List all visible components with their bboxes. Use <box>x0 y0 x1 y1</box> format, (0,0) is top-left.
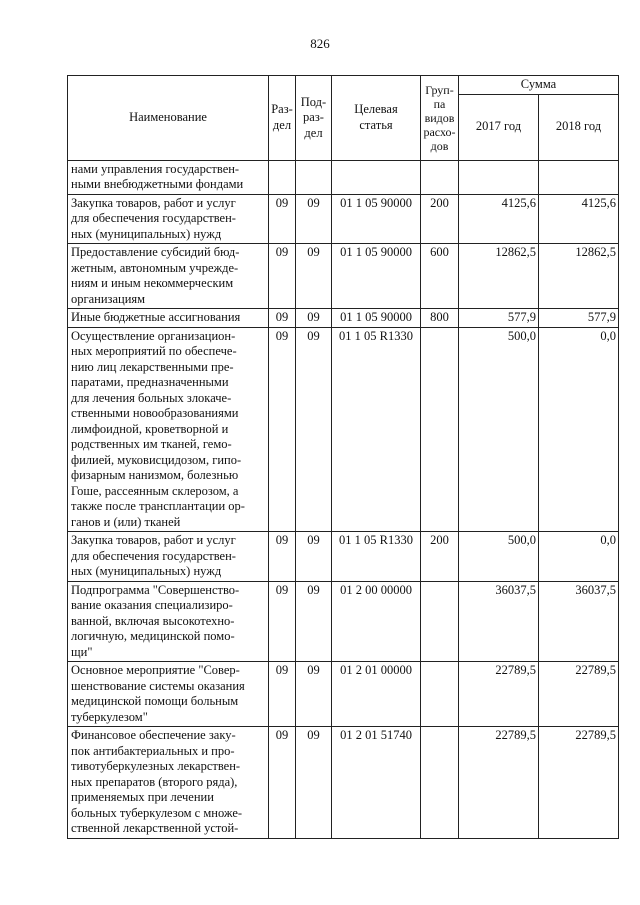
row-razdel: 09 <box>269 581 296 662</box>
row-target-code: 01 1 05 R1330 <box>332 327 421 532</box>
row-podrazdel: 09 <box>296 327 332 532</box>
row-expense-group: 200 <box>421 194 459 244</box>
row-expense-group: 200 <box>421 532 459 582</box>
row-target-code: 01 2 01 00000 <box>332 662 421 727</box>
table-row <box>68 532 619 582</box>
row-name: Финансовое обеспечение заку- пок антибактериальных и про- тивотуберкулезных лекарствен- ных препаратов (второго ряда), применяемых при лечении больных туберкулезом с множе- ственной лекарственной устой- <box>68 727 269 839</box>
header-name: Наименование <box>68 76 269 161</box>
row-sum-2017: 4125,6 <box>459 194 539 244</box>
header-summa: Сумма <box>459 76 619 95</box>
table-row <box>68 581 619 662</box>
table-row <box>68 327 619 532</box>
row-sum-2017: 22789,5 <box>459 662 539 727</box>
row-sum-2018: 22789,5 <box>539 662 619 727</box>
row-razdel: 09 <box>269 327 296 532</box>
row-razdel: 09 <box>269 309 296 328</box>
row-sum-2017: 500,0 <box>459 327 539 532</box>
row-target-code: 01 2 01 51740 <box>332 727 421 839</box>
table-row <box>68 194 619 244</box>
row-podrazdel <box>296 160 332 194</box>
row-sum-2018: 577,9 <box>539 309 619 328</box>
row-podrazdel: 09 <box>296 532 332 582</box>
row-name: Иные бюджетные ассигнования <box>68 309 269 328</box>
row-sum-2017: 22789,5 <box>459 727 539 839</box>
row-sum-2017: 12862,5 <box>459 244 539 309</box>
header-gruppa-vidov-rashodov: Груп- па видов расхо- дов <box>421 76 459 161</box>
header-year-2018: 2018 год <box>539 94 619 160</box>
header-podrazdel: Под- раз- дел <box>296 76 332 161</box>
header-year-2017: 2017 год <box>459 94 539 160</box>
table-row <box>68 309 619 328</box>
header-razdel: Раз- дел <box>269 76 296 161</box>
row-name: Закупка товаров, работ и услуг для обеспечения государствен- ных (муниципальных) нужд <box>68 194 269 244</box>
row-sum-2018: 4125,6 <box>539 194 619 244</box>
row-target-code: 01 2 00 00000 <box>332 581 421 662</box>
row-podrazdel: 09 <box>296 309 332 328</box>
row-target-code: 01 1 05 90000 <box>332 309 421 328</box>
row-name: Подпрограмма "Совершенство- вание оказания специализиро- ванной, включая высокотехно- логичную, медицинской помо- щи" <box>68 581 269 662</box>
table-row <box>68 160 619 194</box>
row-podrazdel: 09 <box>296 727 332 839</box>
row-sum-2018 <box>539 160 619 194</box>
row-expense-group <box>421 727 459 839</box>
budget-table <box>67 75 619 839</box>
row-razdel: 09 <box>269 727 296 839</box>
row-podrazdel: 09 <box>296 244 332 309</box>
row-target-code: 01 1 05 90000 <box>332 244 421 309</box>
row-podrazdel: 09 <box>296 581 332 662</box>
row-sum-2018: 0,0 <box>539 532 619 582</box>
row-razdel: 09 <box>269 244 296 309</box>
row-sum-2017 <box>459 160 539 194</box>
row-name: Основное мероприятие "Совер- шенствование системы оказания медицинской помощи больным туберкулезом" <box>68 662 269 727</box>
row-target-code: 01 1 05 R1330 <box>332 532 421 582</box>
page-number: 826 <box>310 36 330 51</box>
row-sum-2018: 22789,5 <box>539 727 619 839</box>
row-podrazdel: 09 <box>296 194 332 244</box>
row-expense-group <box>421 662 459 727</box>
table-row <box>68 727 619 839</box>
row-razdel <box>269 160 296 194</box>
row-name: Предоставление субсидий бюд- жетным, автономным учрежде- ниям и иным некоммерческим организациям <box>68 244 269 309</box>
table-row <box>68 244 619 309</box>
row-target-code <box>332 160 421 194</box>
row-sum-2018: 36037,5 <box>539 581 619 662</box>
row-name: нами управления государствен- ными внебюджетными фондами <box>68 160 269 194</box>
row-razdel: 09 <box>269 194 296 244</box>
row-expense-group: 800 <box>421 309 459 328</box>
row-expense-group <box>421 160 459 194</box>
row-podrazdel: 09 <box>296 662 332 727</box>
row-razdel: 09 <box>269 532 296 582</box>
row-razdel: 09 <box>269 662 296 727</box>
row-sum-2017: 500,0 <box>459 532 539 582</box>
row-expense-group <box>421 327 459 532</box>
row-name: Закупка товаров, работ и услуг для обеспечения государствен- ных (муниципальных) нужд <box>68 532 269 582</box>
row-sum-2017: 36037,5 <box>459 581 539 662</box>
row-target-code: 01 1 05 90000 <box>332 194 421 244</box>
table-row <box>68 662 619 727</box>
row-sum-2017: 577,9 <box>459 309 539 328</box>
row-sum-2018: 12862,5 <box>539 244 619 309</box>
row-sum-2018: 0,0 <box>539 327 619 532</box>
row-expense-group: 600 <box>421 244 459 309</box>
header-celevaya-statya: Целевая статья <box>332 76 421 161</box>
row-expense-group <box>421 581 459 662</box>
row-name: Осуществление организацион- ных мероприятий по обеспече- нию лиц лекарственными пре- паратами, предназначенными для лечения больных злокаче- ственными новообразованиями лимфоидной, кроветворной и родственных им тканей, гемо- филией, муковисцидозом, гипо- физарным нанизмом, болезнью Гоше, рассеянным склерозом, а также после трансплантации ор- ганов и (или) тканей <box>68 327 269 532</box>
